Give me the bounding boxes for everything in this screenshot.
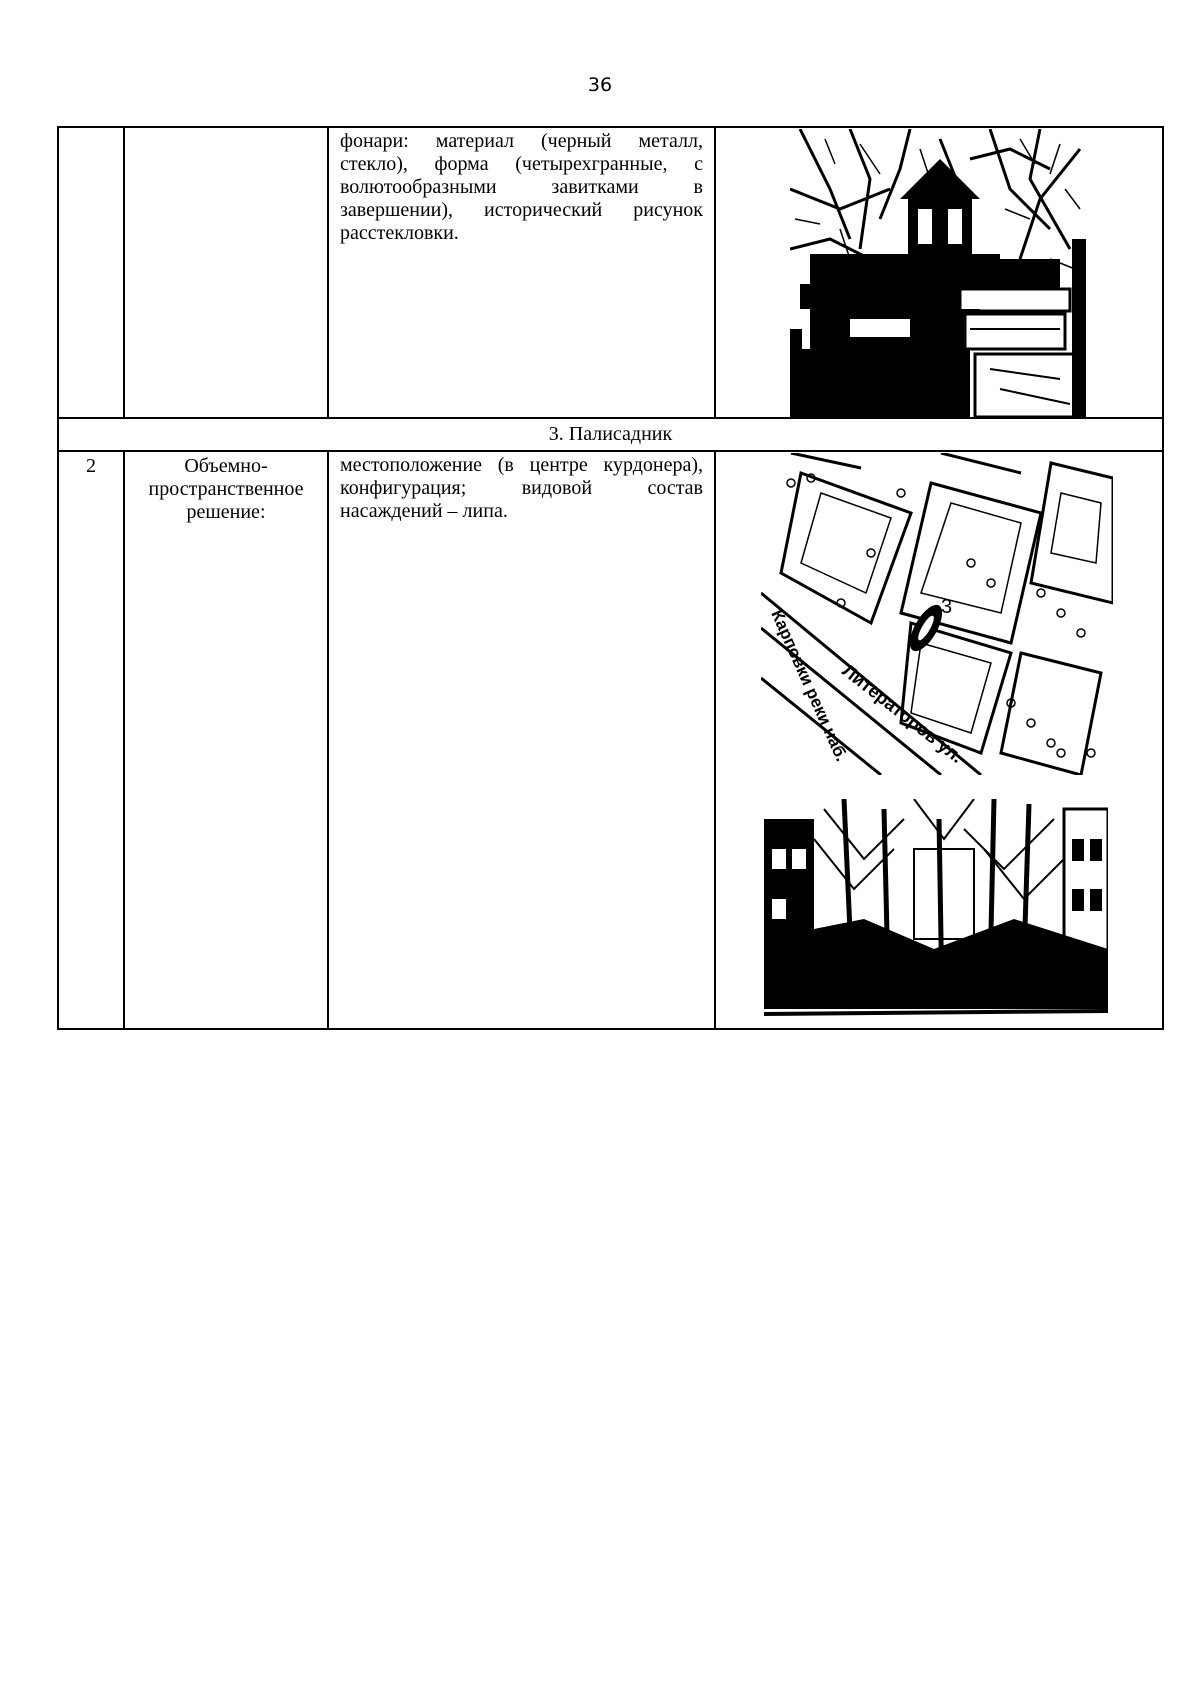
table-row-lanterns [58, 127, 1163, 418]
cell-description-lanterns: фонари: материал (черный металл, стекло), форма (четырехгранные, с волютообразными завитками в завершении), исторический рисунок расстекловки. [328, 127, 715, 418]
section-header-row [58, 418, 1163, 451]
cell-number: 2 [58, 451, 124, 1029]
map-street-label-1: Литераторов ул. [838, 660, 967, 767]
map-marker-label: 3 [941, 596, 953, 618]
table-row-garden [58, 451, 1163, 1029]
cell-element [124, 127, 328, 418]
garden-photo [764, 799, 1108, 1027]
cell-photo-garden [715, 451, 1163, 1029]
section-header: 3. Палисадник [58, 418, 1163, 451]
cell-number [58, 127, 124, 418]
cell-photo-lanterns [715, 127, 1163, 418]
cell-description-garden: местоположение (в центре курдонера), конфигурация; видовой состав насаждений – липа. [328, 451, 715, 1029]
site-map [761, 453, 1113, 775]
lantern-photo [790, 129, 1086, 417]
page-number: 36 [587, 74, 613, 96]
heritage-table [57, 126, 1164, 1030]
map-street-label-2: Карповки реки наб. [767, 606, 852, 765]
cell-element: Объемно-пространственное решение: [124, 451, 328, 1029]
